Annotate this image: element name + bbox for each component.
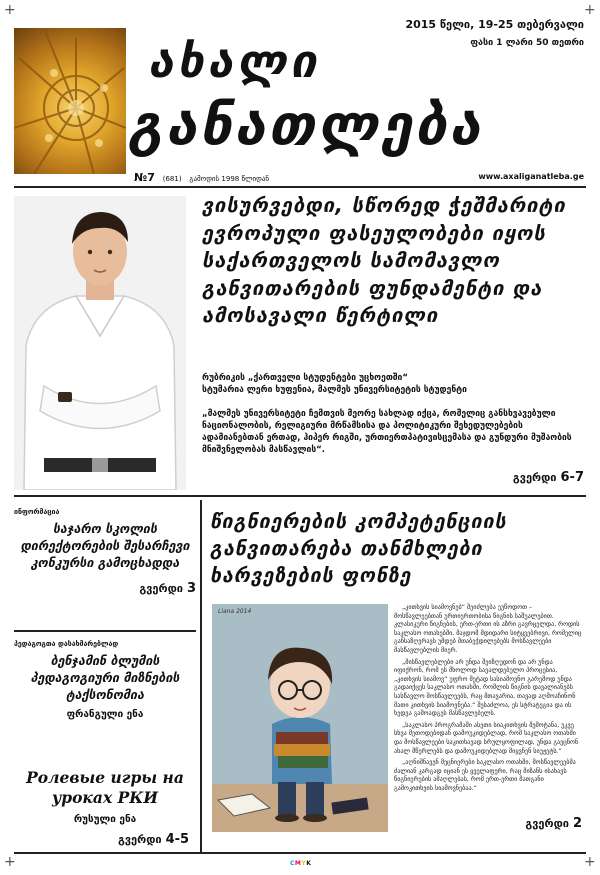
registration-mark: + — [4, 2, 16, 18]
sidebar-language: რუსული ენა — [73, 814, 137, 825]
lead-photo — [14, 196, 186, 490]
sidebar-russian-title[interactable]: Ролевые игры на уроках РКИ — [26, 768, 184, 807]
cmyk-m: M — [294, 860, 302, 867]
portrait-illustration — [14, 196, 186, 490]
page-ref-word: გვერდი — [118, 833, 162, 846]
article-paragraph: „საკლასო პროგრამაში ასეთი სიაკითხვის შემოტანა, უკვე სხვა მეთოდებიდან დამოუკიდებლად, რომ საკლასო ოთახში და მოსწავლეები საკითხავად სრულყოფილად, უნდა გაეცნონ ახალ მწერლებს და დამოუკიდებლად მიყვნენ სიუჟეტს.“ — [394, 721, 579, 755]
article-paragraph: „კითხვის სიამოვნებ“ შეიძლება ეუწოდოთ – მოსწავლეებთან ურთიერთობისა წიგნის საშუალებით. კლასიკური წიგნების, ერთ-ერთი ის აზრი გავრცელდა, როდის საკლასო ოთახებში, მაჯდომ მდიდარი სიტყვებრივი, რომელიც განსაზღვრავს უმდებ შთაბეჭდილებებს მოსწავლეები მასწავლებლის მიერ. — [394, 604, 582, 654]
sidebar-label: პედაგოგთა დასახმარებლად — [14, 640, 119, 648]
sidebar-item-2[interactable] — [14, 640, 196, 720]
sidebar-item-1[interactable] — [14, 508, 196, 596]
second-article-body — [394, 604, 582, 796]
issue-total: (681) — [162, 175, 182, 183]
page-ref-number: 3 — [186, 581, 196, 596]
masthead-title-line1: ახალი — [148, 34, 321, 88]
article-paragraph: „მისწავლებლები არ უნდა შეიზღუდონ და არ უნდა იფიქრონ, რომ ეს მხოლოდ სავალდებულო პროცესია, „კითხვის სიამოვ“ უფრო მეტად სასიამოვნო გარემოდ უნდა გადაიქცეს საკლასო ოთახში, რომლის წიგნის დავალიანებს სასწავლო მოსწავლეებს, რაც მთავარია, თავად აღმოაჩინონ მათი კითხვის სიამოვნება.“ შესაძლოა, ეს სტრატეგია და ის ხედვა გამოადგეს მასწავლებელს. — [394, 658, 576, 718]
sidebar-page-ref — [14, 581, 196, 596]
sidebar-title: ბენჯამინ ბლუმის პედაგოგიური მიზნების ტაქსონომია — [30, 653, 180, 702]
child-painting — [212, 604, 388, 832]
registration-mark: + — [584, 2, 596, 18]
sidebar-title: საჯარო სკოლის დირექტორების შესარჩევი კონკურსი გამოცხადდა — [20, 521, 190, 570]
registration-mark: + — [4, 854, 16, 870]
sidebar-label: ინფორმაცია — [14, 508, 60, 516]
sidebar-divider — [14, 630, 196, 632]
masthead-title-line2: განათლება — [128, 93, 484, 158]
issue-number-line — [134, 171, 269, 184]
lead-quote: „მალმეს უნივერსიტეტი ჩემთვის მეორე სახლად იქცა, რომელიც განსხვავებული ნაციონალობის, რელიგიური მრწამსისა და პოლიტიკური შეხედულებების ადამიანებთან ერთად, ჰიპერ რიგში, ურთიერთპატივისცემასა და გუნდური მუშაობის მნიშვნელობას მასწავლის“. — [202, 409, 572, 455]
website-link[interactable]: www.axaliganatleba.ge — [478, 172, 584, 181]
section-divider — [14, 495, 586, 497]
cmyk-marker — [290, 860, 311, 867]
lead-byline: სტუმარია ლერი ხუფენია, მალმეს უნივერსიტეტის სტუდენტი — [202, 385, 467, 395]
masthead-divider — [14, 186, 586, 188]
cmyk-k: K — [306, 860, 312, 867]
lead-page-ref[interactable] — [513, 470, 584, 485]
page-ref-word: გვერდი — [512, 471, 557, 484]
cmyk-c: C — [290, 860, 295, 867]
footer-divider — [14, 852, 586, 854]
lead-rubric: რუბრიკის „ქართველი სტუდენტები უცხოეთში“ — [202, 373, 408, 383]
issue-number: №7 — [134, 171, 155, 184]
registration-mark: + — [584, 854, 596, 870]
second-page-ref[interactable] — [525, 816, 582, 831]
second-headline: წიგნიერების კომპეტენციის განვითარება თანმხლები ხარვეზების ფონზე — [210, 510, 507, 587]
sidebar-language: ფრანგული ენა — [66, 709, 144, 720]
page-ref-word: გვერდი — [525, 817, 569, 830]
painting-illustration — [212, 604, 388, 832]
page-ref-number: 2 — [572, 816, 582, 831]
painting-signature: Liana 2014 — [218, 608, 252, 615]
page-ref-word: გვერდი — [139, 582, 183, 595]
logo-sun-ornament — [14, 28, 126, 174]
cmyk-y: Y — [301, 860, 307, 867]
sun-ornament-icon — [14, 28, 126, 174]
article-paragraph: „აღნიშნავენ მეცნიერები საკლასო ოთახში, მოსწავლეებმა ძალიან კარგად იციან ეს ყველაფერი, რაც მიზანს ისახავს წიგნიერების ამაღლებას, რომ ერთ-ერთი მათგანი გამოკითხვის სიამოვნებაა.“ — [394, 759, 576, 792]
founded-note: გამოდის 1998 წლიდან — [189, 175, 270, 183]
lead-headline: ვისურვებდი, სწორედ ჭეშმარიტი ევროპული ფასეულობები იყოს საქართველოს სამომავლო განვითარების ფუნდამენტი და ამოსავალი წერტილი — [202, 193, 566, 327]
lead-byline-block — [202, 372, 586, 396]
sidebar-page-ref[interactable] — [118, 832, 189, 847]
issue-date: 2015 წელი, 19-25 თებერვალი — [405, 18, 584, 31]
column-divider — [200, 500, 202, 852]
page-ref-number: 4-5 — [165, 832, 190, 847]
issue-price: ფასი 1 ლარი 50 თეთრი — [470, 38, 584, 48]
page-ref-number: 6-7 — [560, 470, 584, 485]
